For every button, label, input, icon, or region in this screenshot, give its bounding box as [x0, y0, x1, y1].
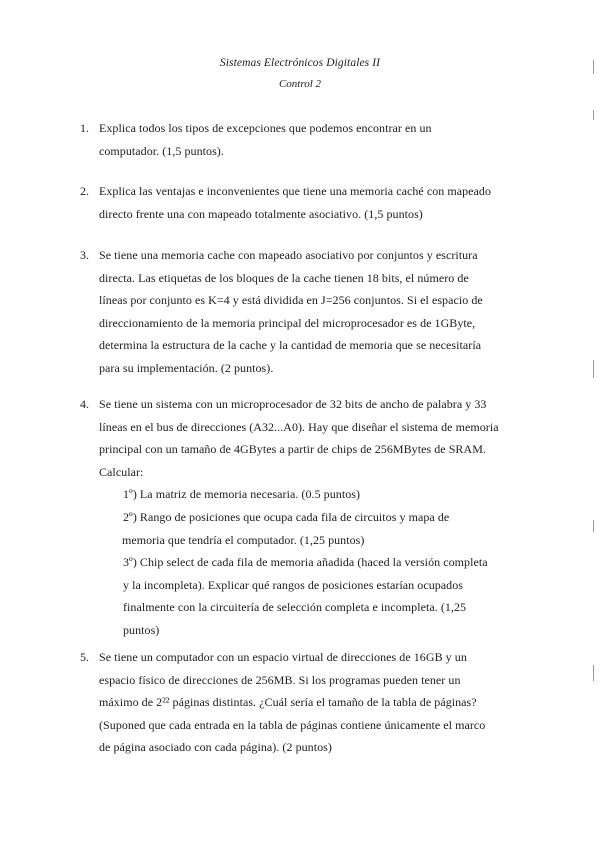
subitem-line: 1º) La matriz de memoria necesaria. (0.5 puntos)	[123, 487, 361, 502]
question-text	[99, 117, 510, 162]
exam-subtitle: Control 2	[278, 78, 322, 90]
question-1	[80, 117, 510, 162]
question-2	[80, 180, 510, 225]
question-line: Se tiene un computador con un espacio virtual de direcciones de 16GB y un	[99, 650, 467, 664]
exam-header	[0, 55, 600, 92]
subitem-line: finalmente con la circuitería de selección completa e incompleta. (1,25	[123, 600, 467, 615]
question-line: directa. Las etiquetas de los bloques de la cache tienen 18 bits, el número de	[99, 270, 469, 285]
question-number: 5.	[80, 650, 90, 664]
subitem-3	[123, 551, 510, 641]
question-line: Explica las ventajas e inconvenientes que tiene una memoria caché con mapeado	[99, 184, 492, 198]
question-number: 4.	[80, 397, 90, 411]
question-line: direccionamiento de la memoria principal del microprocesador es de 1GByte,	[99, 315, 476, 330]
question-number: 2.	[80, 184, 90, 198]
subitem-line: y la incompleta). Explicar qué rangos de posiciones estarían ocupados	[123, 577, 464, 592]
scan-mark	[593, 520, 594, 532]
subitem-line: puntos)	[123, 622, 160, 637]
question-line: principal con un tamaño de 4GBytes a partir de chips de 256MBytes de SRAM.	[99, 442, 486, 457]
exam-title: Sistemas Electrónicos Digitales II	[219, 57, 381, 69]
question-line: Explica todos los tipos de excepciones que podemos encontrar en un	[99, 121, 432, 135]
question-text	[99, 180, 510, 225]
subitem-1	[123, 483, 510, 506]
scan-mark	[593, 360, 594, 378]
question-number: 1.	[80, 121, 90, 135]
question-line: líneas en el bus de direcciones (A32...A0). Hay que diseñar el sistema de memoria	[99, 419, 499, 434]
question-4	[80, 393, 510, 642]
question-line: Calcular:	[99, 464, 144, 479]
subitem-2	[123, 506, 510, 551]
question-text	[99, 646, 510, 759]
question-line: determina la estructura de la cache y la cantidad de memoria que se necesitaría	[99, 338, 482, 353]
scan-mark	[593, 665, 594, 681]
question-3	[80, 244, 510, 380]
question-line: Se tiene una memoria cache con mapeado asociativo por conjuntos y escritura	[99, 248, 478, 262]
subitem-line: memoria que tendría el computador. (1,25 puntos)	[122, 532, 365, 547]
question-text	[99, 393, 510, 642]
question-number: 3.	[80, 248, 90, 262]
question-line: máximo de 2²² páginas distintas. ¿Cuál sería el tamaño de la tabla de páginas?	[99, 695, 477, 710]
question-line: espacio físico de direcciones de 256MB. Si los programas pueden tener un	[99, 672, 461, 687]
subitem-line: 3º) Chip select de cada fila de memoria añadida (haced la versión completa	[123, 555, 488, 570]
question-line: computador. (1,5 puntos).	[99, 143, 224, 158]
scan-mark	[593, 110, 594, 120]
question-line: directo frente una con mapeado totalmente asociativo. (1,5 puntos)	[99, 206, 423, 221]
question-line: Se tiene un sistema con un microprocesador de 32 bits de ancho de palabra y 33	[99, 397, 487, 411]
question-line: líneas por conjunto es K=4 y está dividida en J=256 conjuntos. Si el espacio de	[99, 293, 483, 308]
question-5	[80, 646, 510, 759]
question-line: de página asociado con cada página). (2 puntos)	[99, 740, 332, 755]
question-line: para su implementación. (2 puntos).	[99, 360, 274, 375]
subitem-line: 2º) Rango de posiciones que ocupa cada fila de circuitos y mapa de	[123, 509, 450, 524]
scan-mark	[593, 60, 594, 74]
question-text	[99, 244, 510, 380]
question-line: (Suponed que cada entrada en la tabla de páginas contiene únicamente el marco	[99, 717, 486, 732]
